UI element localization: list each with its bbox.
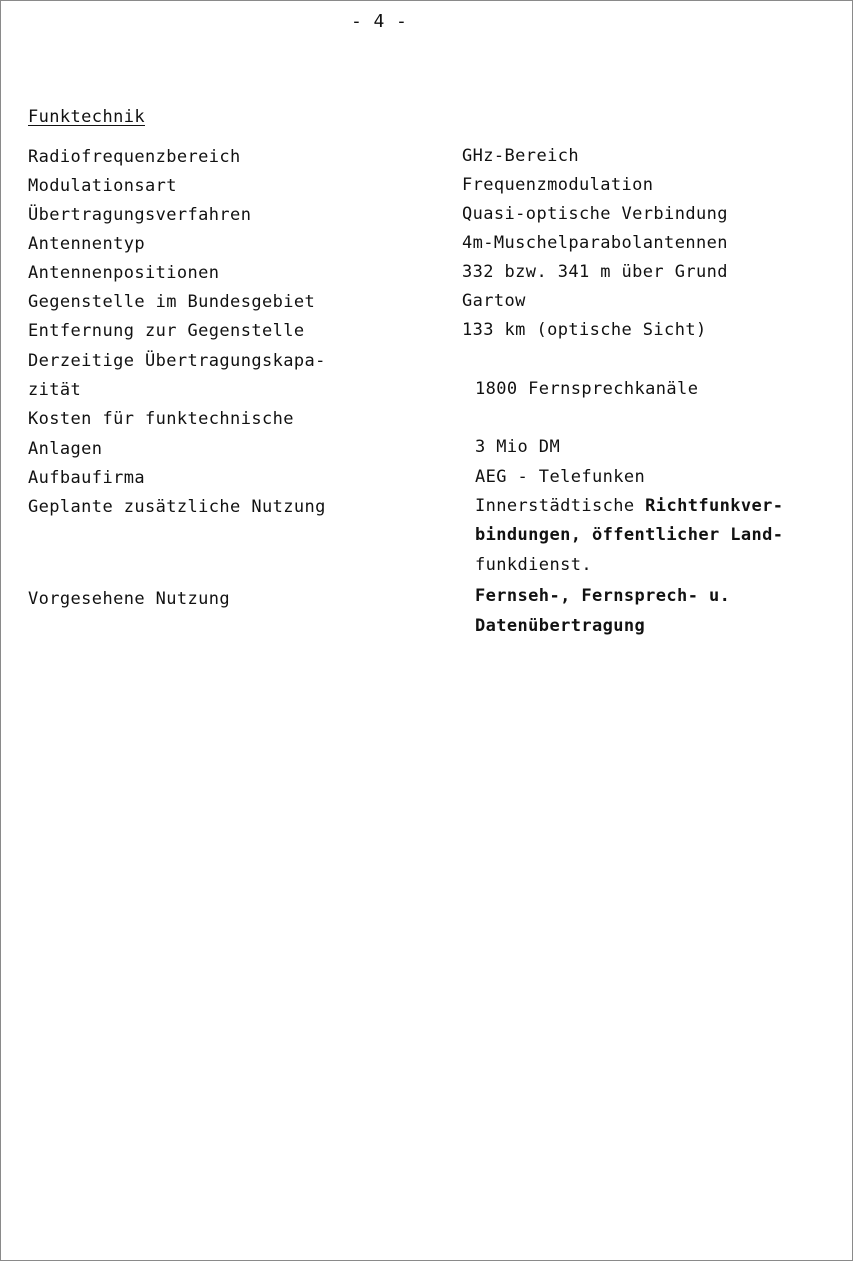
label-antennenpositionen: Antennenpositionen <box>28 263 220 283</box>
label-aufbaufirma: Aufbaufirma <box>28 468 145 488</box>
value-modulationsart: Frequenzmodulation <box>462 175 654 195</box>
label-kosten-line1: Kosten für funktechnische <box>28 409 294 429</box>
value-uebertragungsverfahren: Quasi-optische Verbindung <box>462 204 728 224</box>
value-geplante-nutzung-line3: funkdienst. <box>475 555 592 575</box>
label-kapazitaet-line1: Derzeitige Übertragungskapa- <box>28 351 326 371</box>
value-kapazitaet: 1800 Fernsprechkanäle <box>475 379 699 399</box>
label-antennentyp: Antennentyp <box>28 234 145 254</box>
value-geplante-nutzung-line2: bindungen, öffentlicher Land- <box>475 525 784 545</box>
value-aufbaufirma: AEG - Telefunken <box>475 467 646 487</box>
label-kapazitaet-line2: zität <box>28 380 82 400</box>
page-number: - 4 - <box>351 11 408 32</box>
label-kosten-line2: Anlagen <box>28 439 103 459</box>
label-modulationsart: Modulationsart <box>28 176 177 196</box>
label-vorgesehene-nutzung: Vorgesehene Nutzung <box>28 589 231 609</box>
value-vorgesehene-nutzung-line2: Datenübertragung <box>475 616 646 636</box>
value-entfernung: 133 km (optische Sicht) <box>462 320 707 340</box>
value-antennenpositionen: 332 bzw. 341 m über Grund <box>462 262 728 282</box>
section-heading: Funktechnik <box>28 107 145 127</box>
value-geplante-nutzung-line1 <box>475 496 783 516</box>
value-gegenstelle: Gartow <box>462 291 526 311</box>
value-radiofrequenzbereich: GHz-Bereich <box>462 146 579 166</box>
label-entfernung: Entfernung zur Gegenstelle <box>28 321 305 341</box>
label-uebertragungsverfahren: Übertragungsverfahren <box>28 205 252 225</box>
value-geplante-nutzung-line1-b: Richtfunkver- <box>645 496 784 516</box>
value-vorgesehene-nutzung-line1: Fernseh-, Fernsprech- u. <box>475 586 731 606</box>
value-geplante-nutzung-line1-a: Innerstädtische <box>475 496 646 516</box>
label-radiofrequenzbereich: Radiofrequenzbereich <box>28 147 241 167</box>
label-gegenstelle: Gegenstelle im Bundesgebiet <box>28 292 316 312</box>
value-antennentyp: 4m-Muschelparabolantennen <box>462 233 728 253</box>
value-kosten: 3 Mio DM <box>475 437 561 457</box>
label-geplante-nutzung: Geplante zusätzliche Nutzung <box>28 497 326 517</box>
